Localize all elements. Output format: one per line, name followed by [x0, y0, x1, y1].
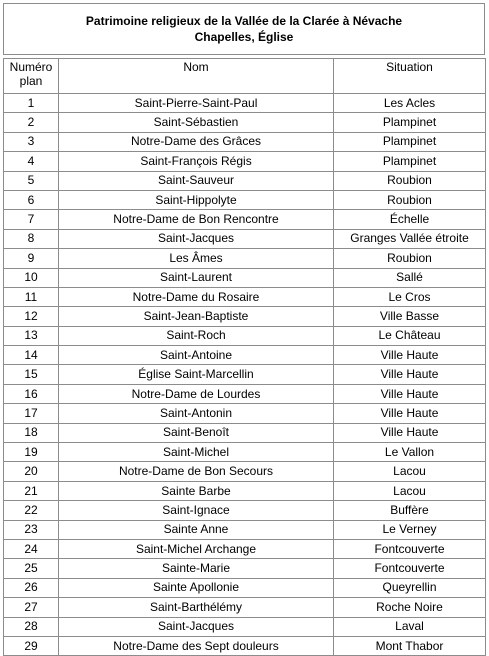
cell-numero: 14 [4, 346, 59, 365]
cell-nom: Saint-Roch [59, 326, 334, 345]
cell-numero: 11 [4, 287, 59, 306]
table-row [4, 559, 486, 578]
table-row [4, 443, 486, 462]
cell-numero: 26 [4, 578, 59, 597]
cell-nom: Notre-Dame de Lourdes [59, 384, 334, 403]
table-row [4, 268, 486, 287]
table-row [4, 152, 486, 171]
document-sheet [3, 3, 485, 656]
table-row [4, 346, 486, 365]
cell-numero: 13 [4, 326, 59, 345]
header-numero [4, 59, 59, 94]
cell-numero: 27 [4, 598, 59, 617]
cell-situation: Roubion [334, 190, 486, 209]
cell-situation: Le Vallon [334, 443, 486, 462]
cell-situation: Plampinet [334, 132, 486, 151]
table-row [4, 249, 486, 268]
cell-numero: 28 [4, 617, 59, 636]
table-header-row [4, 59, 486, 94]
table-row [4, 520, 486, 539]
cell-numero: 4 [4, 152, 59, 171]
cell-situation: Queyrellin [334, 578, 486, 597]
cell-nom: Saint-Michel [59, 443, 334, 462]
table-row [4, 539, 486, 558]
table-row [4, 598, 486, 617]
cell-nom: Saint-Benoît [59, 423, 334, 442]
cell-situation: Le Château [334, 326, 486, 345]
cell-numero: 25 [4, 559, 59, 578]
cell-numero: 3 [4, 132, 59, 151]
cell-nom: Notre-Dame des Grâces [59, 132, 334, 151]
cell-situation: Plampinet [334, 113, 486, 132]
title-box [3, 3, 485, 55]
document-title: Patrimoine religieux de la Vallée de la Clarée à Névache [85, 14, 403, 28]
cell-nom: Église Saint-Marcellin [59, 365, 334, 384]
cell-numero: 24 [4, 539, 59, 558]
cell-nom: Saint-Jean-Baptiste [59, 307, 334, 326]
table-row [4, 404, 486, 423]
cell-situation: Ville Haute [334, 365, 486, 384]
cell-nom: Notre-Dame du Rosaire [59, 287, 334, 306]
table-row [4, 210, 486, 229]
cell-numero: 17 [4, 404, 59, 423]
cell-nom: Sainte-Marie [59, 559, 334, 578]
cell-numero: 20 [4, 462, 59, 481]
cell-numero: 1 [4, 94, 59, 113]
cell-numero: 18 [4, 423, 59, 442]
table-row [4, 365, 486, 384]
cell-nom: Notre-Dame des Sept douleurs [59, 636, 334, 655]
cell-nom: Les Âmes [59, 249, 334, 268]
cell-numero: 16 [4, 384, 59, 403]
table-row [4, 578, 486, 597]
cell-nom: Saint-Antonin [59, 404, 334, 423]
table-body [4, 94, 486, 656]
cell-situation: Granges Vallée étroite [334, 229, 486, 248]
table-row [4, 384, 486, 403]
cell-numero: 6 [4, 190, 59, 209]
cell-nom: Saint-Sauveur [59, 171, 334, 190]
table-row [4, 481, 486, 500]
cell-situation: Fontcouverte [334, 559, 486, 578]
header-nom: Nom [59, 59, 334, 94]
cell-situation: Ville Haute [334, 346, 486, 365]
cell-numero: 10 [4, 268, 59, 287]
cell-situation: Fontcouverte [334, 539, 486, 558]
cell-situation: Lacou [334, 481, 486, 500]
cell-nom: Sainte Apollonie [59, 578, 334, 597]
cell-nom: Saint-Pierre-Saint-Paul [59, 94, 334, 113]
table-row [4, 617, 486, 636]
table-row [4, 636, 486, 655]
cell-numero: 12 [4, 307, 59, 326]
cell-nom: Saint-Antoine [59, 346, 334, 365]
table-row [4, 462, 486, 481]
heritage-table [3, 58, 486, 656]
table-row [4, 326, 486, 345]
cell-nom: Saint-François Régis [59, 152, 334, 171]
cell-numero: 21 [4, 481, 59, 500]
cell-numero: 2 [4, 113, 59, 132]
cell-nom: Notre-Dame de Bon Secours [59, 462, 334, 481]
cell-situation: Le Cros [334, 287, 486, 306]
cell-nom: Saint-Laurent [59, 268, 334, 287]
cell-numero: 9 [4, 249, 59, 268]
table-row [4, 229, 486, 248]
cell-situation: Sallé [334, 268, 486, 287]
header-situation: Situation [334, 59, 486, 94]
cell-nom: Saint-Hippolyte [59, 190, 334, 209]
cell-nom: Saint-Jacques [59, 617, 334, 636]
cell-nom: Saint-Barthélémy [59, 598, 334, 617]
cell-situation: Ville Haute [334, 384, 486, 403]
cell-numero: 19 [4, 443, 59, 462]
cell-numero: 5 [4, 171, 59, 190]
cell-nom: Saint-Sébastien [59, 113, 334, 132]
document-subtitle: Chapelles, Église [194, 30, 294, 44]
cell-situation: Roubion [334, 249, 486, 268]
cell-nom: Saint-Jacques [59, 229, 334, 248]
cell-numero: 22 [4, 501, 59, 520]
cell-nom: Sainte Anne [59, 520, 334, 539]
table-row [4, 132, 486, 151]
cell-situation: Plampinet [334, 152, 486, 171]
cell-situation: Buffère [334, 501, 486, 520]
cell-numero: 7 [4, 210, 59, 229]
cell-nom: Saint-Ignace [59, 501, 334, 520]
cell-nom: Saint-Michel Archange [59, 539, 334, 558]
cell-situation: Roche Noire [334, 598, 486, 617]
cell-situation: Ville Haute [334, 404, 486, 423]
cell-numero: 29 [4, 636, 59, 655]
cell-situation: Ville Basse [334, 307, 486, 326]
cell-situation: Ville Haute [334, 423, 486, 442]
table-row [4, 190, 486, 209]
cell-situation: Roubion [334, 171, 486, 190]
cell-nom: Notre-Dame de Bon Rencontre [59, 210, 334, 229]
cell-situation: Mont Thabor [334, 636, 486, 655]
cell-situation: Échelle [334, 210, 486, 229]
cell-situation: Le Verney [334, 520, 486, 539]
table-row [4, 307, 486, 326]
cell-situation: Les Acles [334, 94, 486, 113]
cell-nom: Sainte Barbe [59, 481, 334, 500]
table-row [4, 113, 486, 132]
cell-numero: 23 [4, 520, 59, 539]
cell-numero: 8 [4, 229, 59, 248]
cell-numero: 15 [4, 365, 59, 384]
table-row [4, 171, 486, 190]
cell-situation: Laval [334, 617, 486, 636]
cell-situation: Lacou [334, 462, 486, 481]
header-numero-label: Numéro plan [9, 60, 53, 88]
table-row [4, 287, 486, 306]
table-row [4, 423, 486, 442]
table-row [4, 501, 486, 520]
table-row [4, 94, 486, 113]
